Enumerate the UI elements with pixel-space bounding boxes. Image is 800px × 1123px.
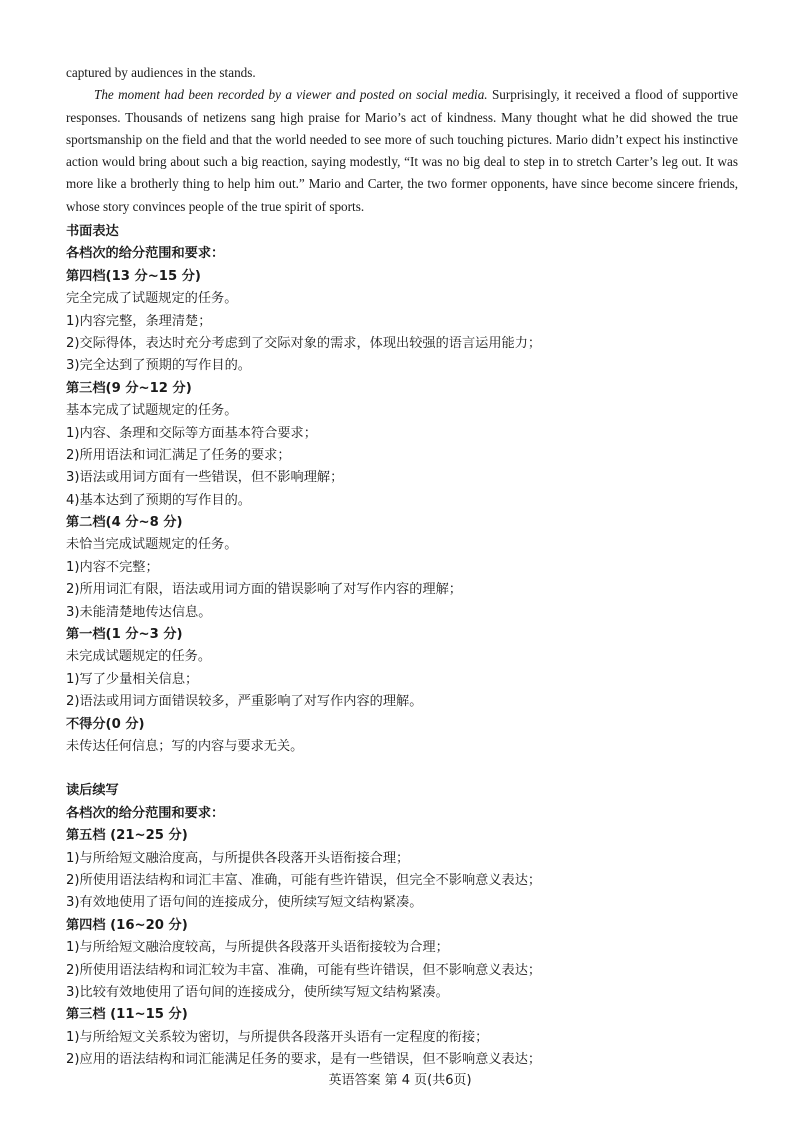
tier-criterion: 未完成试题规定的任务。 xyxy=(66,649,212,665)
continuation-tiers xyxy=(66,825,766,1071)
essay-text xyxy=(66,62,738,218)
tier-criterion: 2)语法或用词方面错误较多，严重影响了对写作内容的理解。 xyxy=(66,694,423,710)
tier-criterion: 1)内容、条理和交际等方面基本符合要求； xyxy=(66,425,317,441)
tier-criterion: 2)所用词汇有限，语法或用词方面的错误影响了对写作内容的理解； xyxy=(66,582,462,598)
tier-heading: 第四档(13 分~15 分) xyxy=(66,268,201,284)
essay-paragraph xyxy=(66,84,738,218)
tier-criterion: 1)写了少量相关信息； xyxy=(66,671,199,687)
tier-criterion: 2)所用语法和词汇满足了任务的要求； xyxy=(66,447,291,463)
tier-criterion: 1)与所给短文融洽度高，与所提供各段落开头语衔接合理； xyxy=(66,850,410,866)
tier-heading: 不得分(0 分) xyxy=(66,716,145,732)
tier-criterion: 1)内容不完整； xyxy=(66,559,159,575)
tier-heading: 第一档(1 分~3 分) xyxy=(66,627,183,643)
rubric-section xyxy=(66,221,766,1071)
tier-criterion: 4)基本达到了预期的写作目的。 xyxy=(66,492,251,508)
tier-criterion: 1)内容完整，条理清楚； xyxy=(66,313,212,329)
essay-paragraph-rest: Surprisingly, it received a flood of supportive responses. Thousands of netizens sang high praise for Mario’s act of kindness. Many thought what he did showed the true sportsmanship on the field and that the world needed to see more of such touching pictures. Mario didn’t expect his instinctive action would bring about such a big reaction, saying modestly, “It was no big deal to step in to stretch Carter’s leg out. It was more like a brotherly thing to help him out.” Mario and Carter, the two former opponents, have since become sincere friends, whose story convinces people of the true spirit of sports. xyxy=(66,87,739,214)
tier-criterion: 3)比较有效地使用了语句间的连接成分，使所续写短文结构紧凑。 xyxy=(66,984,449,1000)
tier-heading: 第三档 (11~15 分) xyxy=(66,1007,188,1023)
tier-criterion: 1)与所给短文关系较为密切，与所提供各段落开头语有一定程度的衔接； xyxy=(66,1029,489,1045)
essay-line: captured by audiences in the stands. xyxy=(66,65,256,80)
tier-criterion: 3)完全达到了预期的写作目的。 xyxy=(66,358,251,374)
tier-criterion: 2)应用的语法结构和词汇能满足任务的要求，是有一些错误，但不影响意义表达； xyxy=(66,1052,542,1068)
tier-criterion: 未传达任何信息；写的内容与要求无关。 xyxy=(66,738,304,754)
tier-criterion: 2)所使用语法结构和词汇较为丰富、准确，可能有些许错误，但不影响意义表达； xyxy=(66,962,542,978)
tier-criterion: 3)未能清楚地传达信息。 xyxy=(66,604,212,620)
tier-criterion: 未恰当完成试题规定的任务。 xyxy=(66,537,238,553)
tier-criterion: 2)交际得体，表达时充分考虑到了交际对象的需求，体现出较强的语言运用能力； xyxy=(66,335,542,351)
tier-heading: 第三档(9 分~12 分) xyxy=(66,380,192,396)
section-title-writing: 书面表达 xyxy=(66,224,119,239)
tier-heading: 第五档 (21~25 分) xyxy=(66,828,188,844)
tier-criterion: 1)与所给短文融洽度较高，与所提供各段落开头语衔接较为合理； xyxy=(66,940,449,956)
tier-criterion: 基本完成了试题规定的任务。 xyxy=(66,403,238,419)
page-footer: 英语答案 第 4 页(共6页) xyxy=(328,1073,472,1088)
section-gap xyxy=(66,758,766,780)
section-subtitle-writing: 各档次的给分范围和要求： xyxy=(66,246,225,262)
writing-tiers xyxy=(66,266,766,759)
section-subtitle-continuation: 各档次的给分范围和要求： xyxy=(66,805,225,821)
section-title-continuation: 读后续写 xyxy=(66,783,119,799)
tier-criterion: 3)语法或用词方面有一些错误，但不影响理解； xyxy=(66,470,344,486)
tier-heading: 第二档(4 分~8 分) xyxy=(66,515,183,531)
tier-heading: 第四档 (16~20 分) xyxy=(66,917,188,933)
tier-criterion: 3)有效地使用了语句间的连接成分，使所续写短文结构紧凑。 xyxy=(66,895,423,911)
tier-criterion: 完全完成了试题规定的任务。 xyxy=(66,291,238,307)
tier-criterion: 2)所使用语法结构和词汇丰富、准确，可能有些许错误，但完全不影响意义表达； xyxy=(66,872,542,888)
essay-italic-sentence: The moment had been recorded by a viewer and posted on social media. xyxy=(94,87,488,103)
